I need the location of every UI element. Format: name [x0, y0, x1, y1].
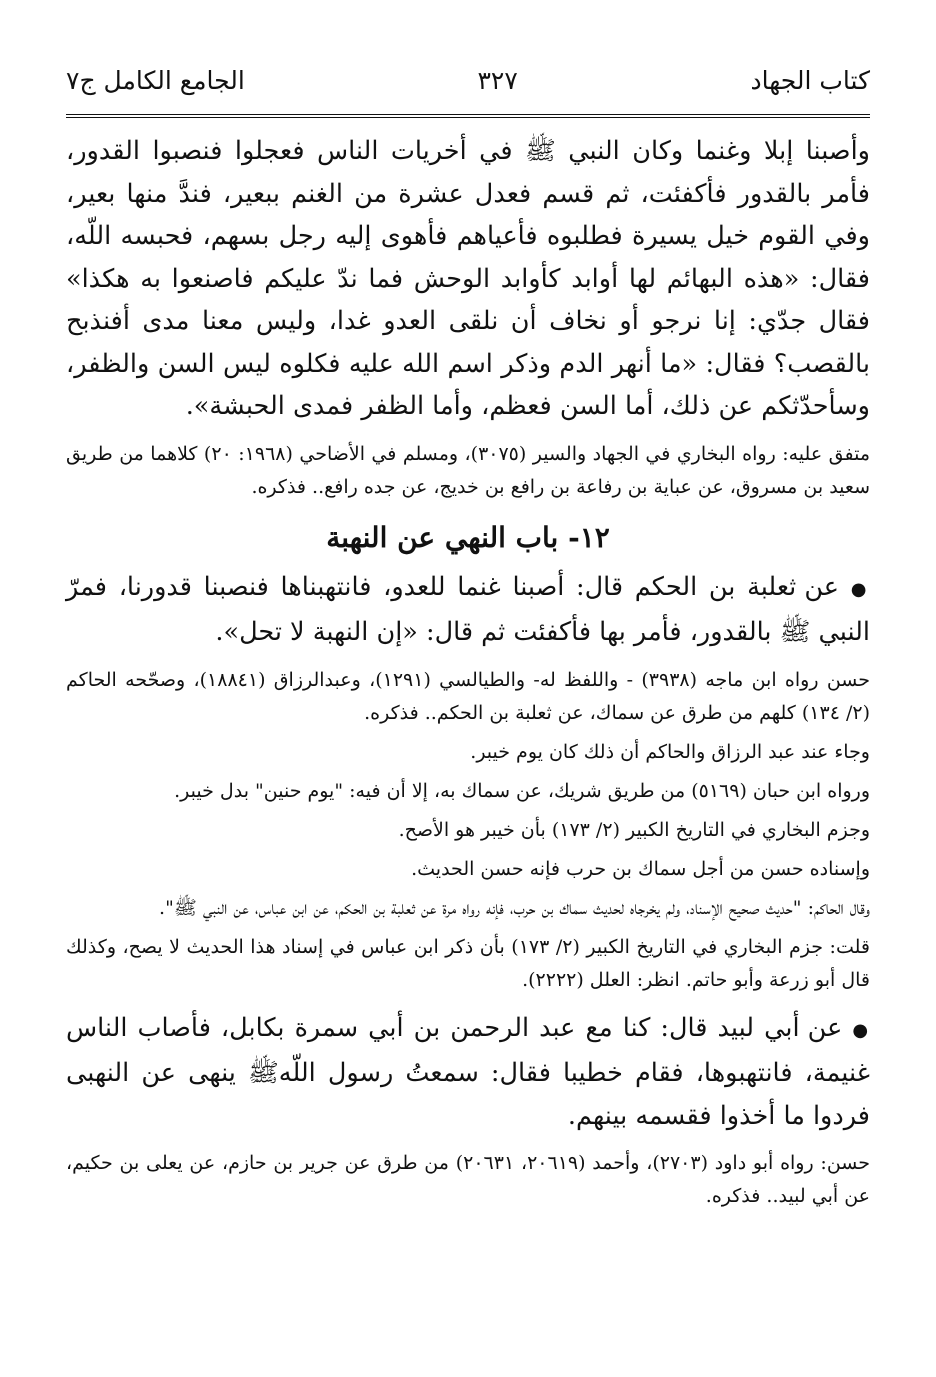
- takhrij-note: ورواه ابن حبان (٥١٦٩) من طريق شريك، عن سماك به، إلا أن فيه: "يوم حنين" بدل خيبر.: [174, 779, 870, 802]
- page-header: [66, 66, 870, 106]
- bullet-marker: ●: [850, 578, 871, 600]
- hadith-text: عن أبي لبيد قال: كنا مع عبد الرحمن بن أبي سمرة بكابل، فأصاب الناس غنيمة، فانتهبوها، فقام خطيبا فقال: سمعتُ رسول اللّهﷺ ينهى عن النهبى فردوا ما أخذوا فقسمه بينهم.: [66, 1012, 870, 1131]
- volume-title: الجامع الكامل ج٧: [66, 66, 245, 95]
- takhrij-note: حسن رواه ابن ماجه (٣٩٣٨) - واللفظ له- والطيالسي (١٢٩١)، وعبدالرزاق (١٨٨٤١)، وصحّحه الحاكم (٢/ ١٣٤) كلهم من طرق عن سماك، عن ثعلبة بن الحكم.. فذكره.: [66, 668, 870, 724]
- takhrij-note: قلت: جزم البخاري في التاريخ الكبير (٢/ ١٧٣) بأن ذكر ابن عباس في إسناد هذا الحديث لا يصح، وكذلك قال أبو زرعة وأبو حاتم. انظر: العلل (٢٢٢٢).: [66, 935, 870, 991]
- hadith-paragraph: [66, 1007, 870, 1138]
- chapter-heading: ١٢- باب النهي عن النهبة: [326, 520, 610, 554]
- takhrij-note: وقال الحاكم: "حديث صحيح الإسناد، ولم يخرجاه لحديث سماك بن حرب، فإنه رواه مرة عن ثعلبة بن الحكم، عن ابن عباس، عن النبي ﷺ".: [159, 896, 870, 919]
- takhrij-note: وجاء عند عبد الرزاق والحاكم أن ذلك كان يوم خيبر.: [470, 740, 870, 763]
- takhrij-note: حسن: رواه أبو داود (٢٧٠٣)، وأحمد (٢٠٦١٩، ٢٠٦٣١) من طرق عن جرير بن حازم، عن يعلى بن حكيم، عن أبي لبيد.. فذكره.: [66, 1152, 870, 1207]
- hadith-paragraph: [66, 566, 870, 654]
- hadith-text: عن ثعلبة بن الحكم قال: أصبنا غنما للعدو، فانتهبناها فنصبنا قدورنا، فمرّ النبي ﷺ بالقدور، فأمر بها فأكفئت ثم قال: «إن النهبة لا تحل».: [66, 571, 870, 647]
- takhrij-note: وإسناده حسن من أجل سماك بن حرب فإنه حسن الحديث.: [411, 857, 870, 880]
- bullet-marker: ●: [852, 1019, 870, 1041]
- takhrij-note: متفق عليه: رواه البخاري في الجهاد والسير (٣٠٧٥)، ومسلم في الأضاحي (١٩٦٨: ٢٠) كلاهما من طريق سعيد بن مسروق، عن عباية بن رفاعة بن رافع بن خديج، عن جده رافع.. فذكره.: [66, 442, 870, 498]
- hadith-continuation: وأصبنا إبلا وغنما وكان النبي ﷺ في أخريات الناس فعجلوا فنصبوا القدور، فأمر بالقدور فأكفئت، ثم قسم فعدل عشرة من الغنم ببعير، فندَّ منها بعير، وفي القوم خيل يسيرة فطلبوه فأعياهم فأهوى إليه رجل بسهم، فحبسه اللّه، فقال: «هذه البهائم لها أوابد كأوابد الوحش فما ندّ عليكم فاصنعوا به هكذا» فقال جدّي: إنا نرجو أو نخاف أن نلقى العدو غدا، وليس معنا مدى أفنذبح بالقصب؟ فقال: «ما أنهر الدم وذكر اسم الله عليه فكلوه ليس السن والظفر، وسأحدّثكم عن ذلك، أما السن فعظم، وأما الظفر فمدى الحبشة».: [66, 136, 870, 421]
- takhrij-note: وجزم البخاري في التاريخ الكبير (٢/ ١٧٣) بأن خيبر هو الأصح.: [398, 818, 870, 841]
- header-rule: [66, 114, 870, 118]
- book-title: كتاب الجهاد: [750, 66, 870, 95]
- page-number: ٣٢٧: [477, 66, 518, 95]
